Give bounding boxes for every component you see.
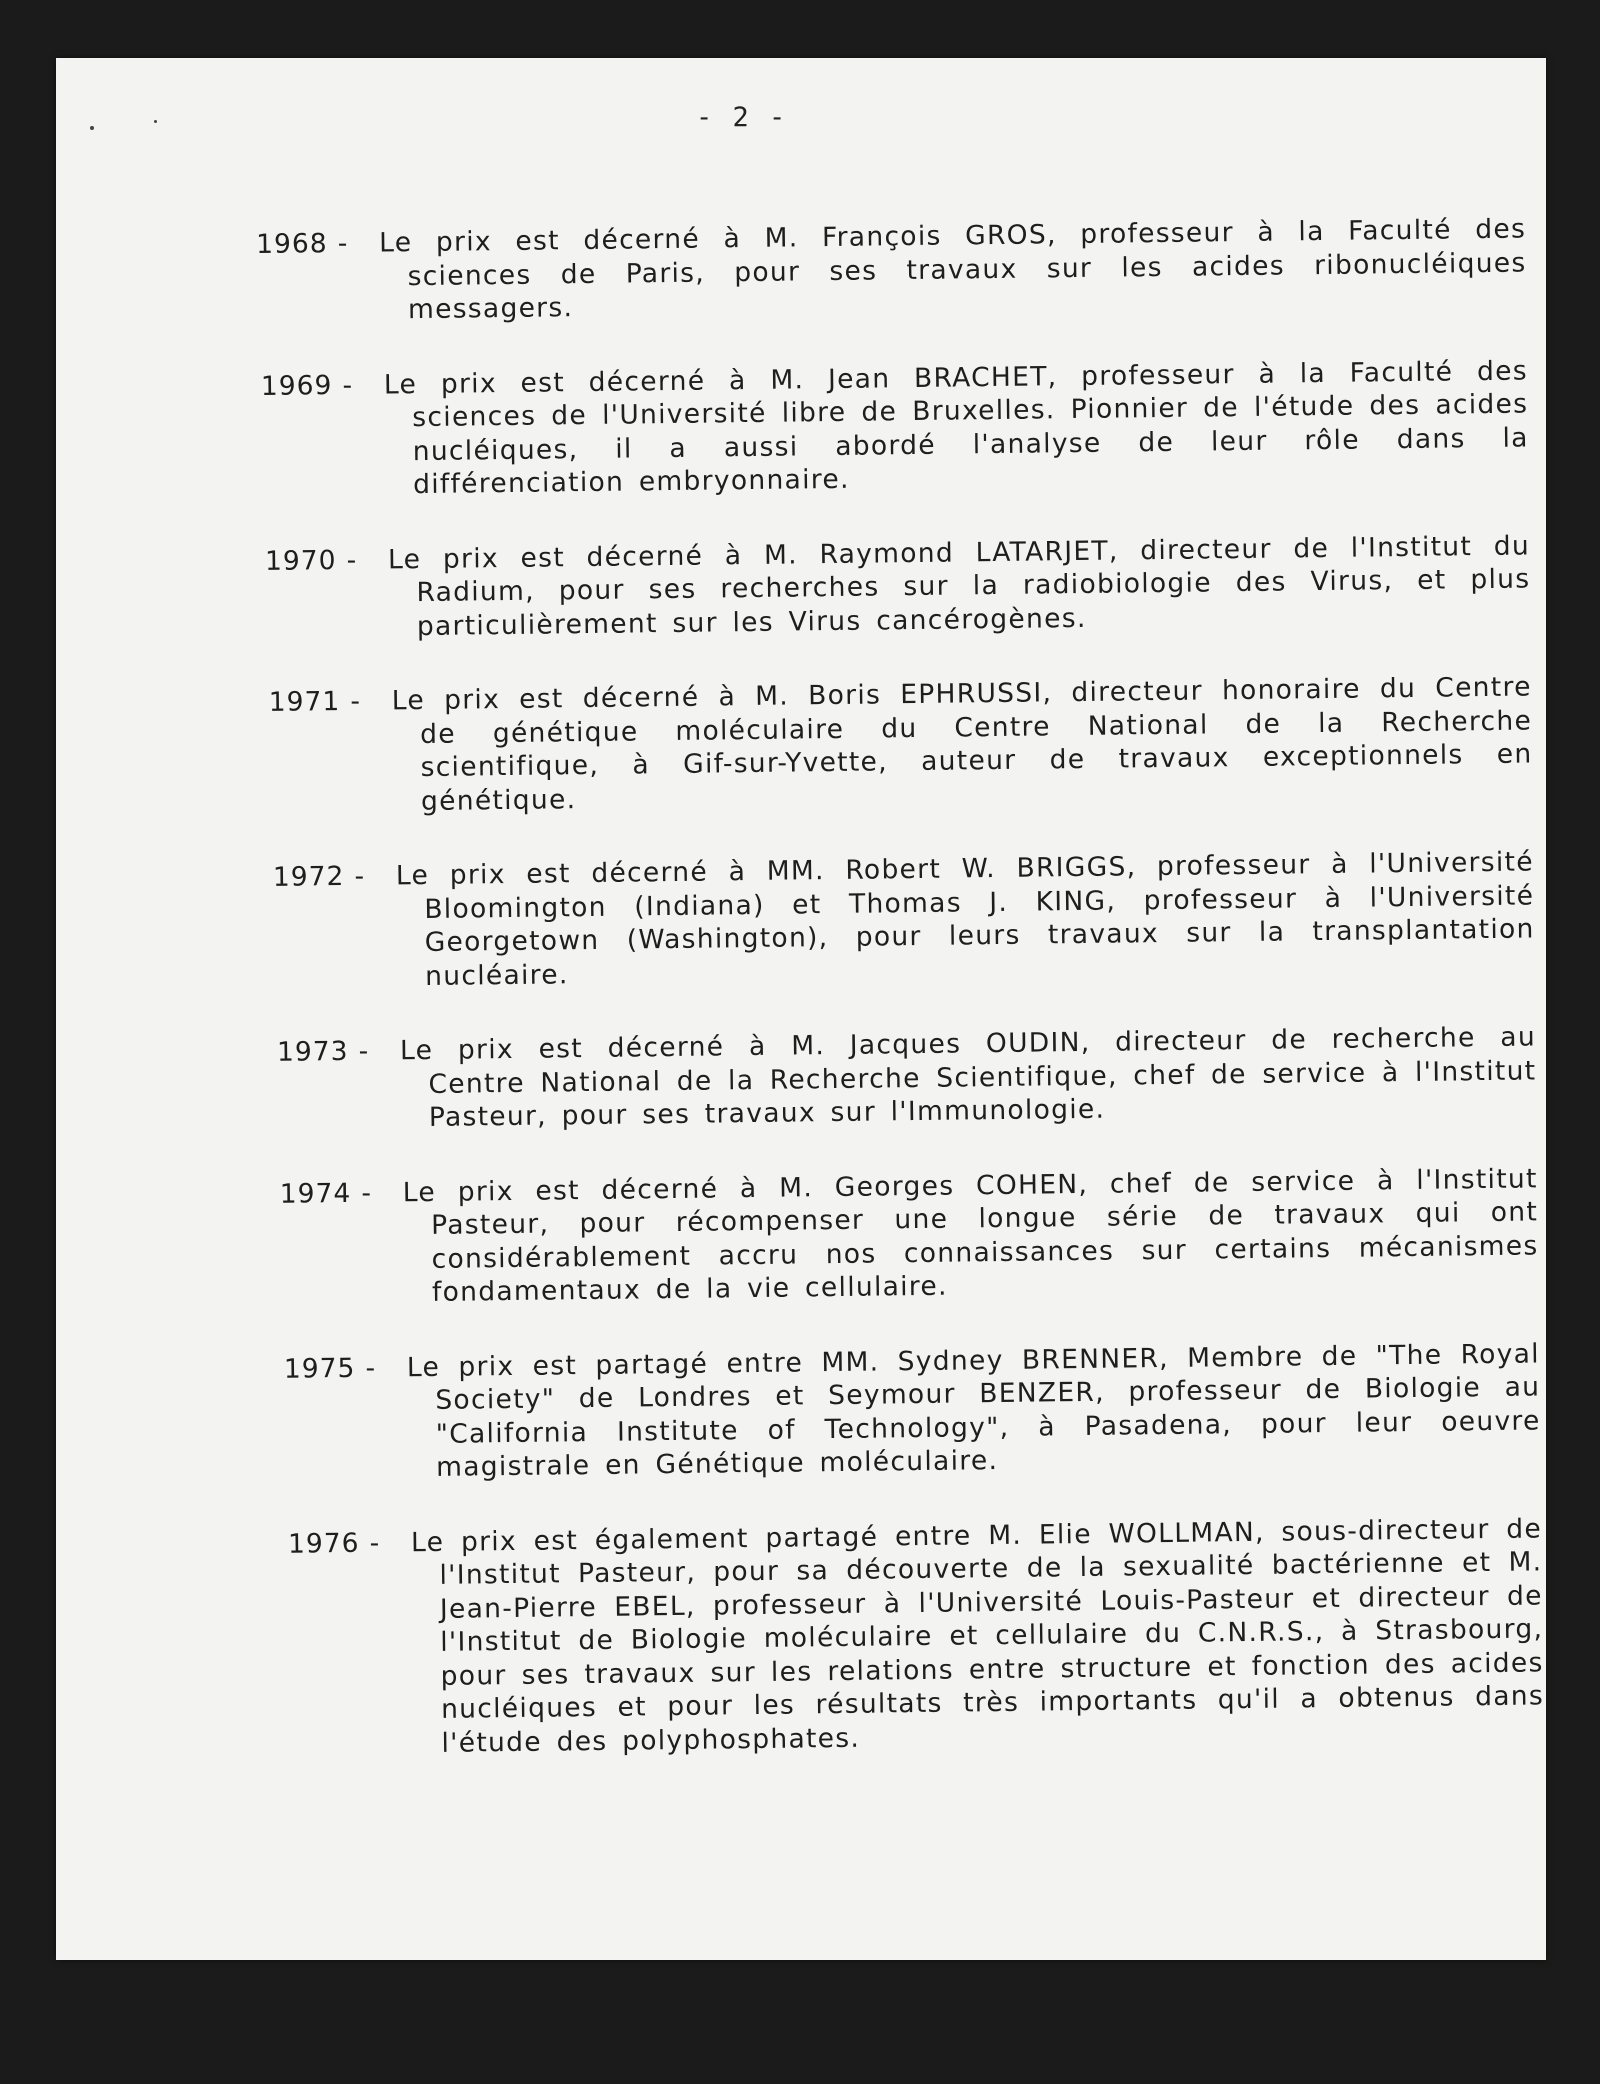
entry-year: 1971 — [268, 686, 341, 718]
entry-year: 1972 — [272, 860, 345, 893]
prize-list — [256, 212, 1545, 1802]
prize-entry — [273, 845, 1536, 994]
prize-entry — [277, 1020, 1537, 1136]
entry-text: Le prix est partagé entre MM. Sydney BRENNER, Membre de "The Royal Society" de Londres et Seymour BENZER, professeur de Biologie au "California Institute of Technology", à Pasadena, pour leur oeuvre magistrale en Génétique moléculaire. — [406, 1337, 1541, 1483]
entry-year: 1968 — [256, 228, 328, 260]
entry-text: Le prix est décerné à M. François GROS, professeur à la Faculté des sciences de Paris, pour ses travaux sur les acides ribonucléiques messagers. — [379, 213, 1527, 326]
page-number: - 2 - — [696, 102, 788, 133]
paper-speck — [154, 120, 157, 123]
entry-text: Le prix est décerné à M. Raymond LATARJET, directeur de l'Institut du Radium, pour ses recherches sur la radiobiologie des Virus, et plus particulièrement sur les Virus cancérogènes. — [387, 529, 1531, 642]
prize-entry — [288, 1512, 1545, 1762]
entry-dash: - — [342, 369, 354, 401]
entry-dash: - — [361, 1177, 373, 1209]
entry-year: 1973 — [276, 1035, 349, 1068]
prize-entry — [261, 354, 1530, 503]
entry-dash: - — [365, 1352, 377, 1384]
entry-year: 1974 — [279, 1177, 352, 1210]
entry-text: Le prix est décerné à M. Georges COHEN, chef de service à l'Institut Pasteur, pour récompenser une longue série de travaux qui ont considérablement accru nos connaissances sur certains mécanismes fondamentaux de la vie cellulaire. — [402, 1162, 1539, 1308]
entry-dash: - — [369, 1527, 381, 1559]
entry-year: 1975 — [283, 1352, 356, 1385]
paper-speck — [90, 126, 94, 130]
entry-year: 1970 — [264, 544, 337, 577]
entry-dash: - — [346, 544, 358, 576]
prize-entry — [269, 670, 1534, 819]
entry-text: Le prix est également partagé entre M. Elie WOLLMAN, sous-directeur de l'Institut Pasteur, pour sa découverte de la sexualité bactérienne et M. Jean-Pierre EBEL, professeur à l'Université Louis-Pasteur et directeur de l'Institut de Biologie moléculaire et cellulaire du C.N.R.S., à Strasbourg, pour ses travaux sur les relations entre structure et fonction des acides nucléiques et pour les résultats très importants qu'il a obtenus dans l'étude des polyphosphates. — [410, 1512, 1545, 1759]
prize-entry — [265, 529, 1531, 645]
entry-year: 1976 — [287, 1527, 360, 1560]
prize-entry — [284, 1337, 1542, 1486]
entry-text: Le prix est décerné à M. Boris EPHRUSSI, directeur honoraire du Centre de génétique moléculaire du Centre National de la Recherche scientifique, à Gif-sur-Yvette, auteur de travaux exceptionnels en génétique. — [391, 671, 1533, 817]
document-page — [56, 58, 1546, 1960]
entry-dash: - — [358, 1035, 370, 1067]
entry-dash: - — [337, 227, 349, 260]
entry-text: Le prix est décerné à M. Jean BRACHET, professeur à la Faculté des sciences de l'Université libre de Bruxelles. Pionnier de l'étude des acides nucléiques, il a aussi abordé l'analyse de leur rôle dans la différenciation embryonnaire. — [383, 354, 1529, 501]
entry-dash: - — [354, 860, 366, 892]
entry-text: Le prix est décerné à MM. Robert W. BRIGGS, professeur à l'Université Bloomington (Indiana) et Thomas J. KING, professeur à l'Université Georgetown (Washington), pour leurs travaux sur la transplantation nucléaire. — [395, 846, 1535, 992]
entry-text: Le prix est décerné à M. Jacques OUDIN, directeur de recherche au Centre National de la Recherche Scientifique, chef de service à l'Institut Pasteur, pour ses travaux sur l'Immunologie. — [399, 1021, 1537, 1133]
entry-year: 1969 — [260, 369, 333, 402]
prize-entry — [280, 1162, 1540, 1311]
entry-dash: - — [350, 685, 362, 717]
prize-entry — [256, 212, 1527, 328]
